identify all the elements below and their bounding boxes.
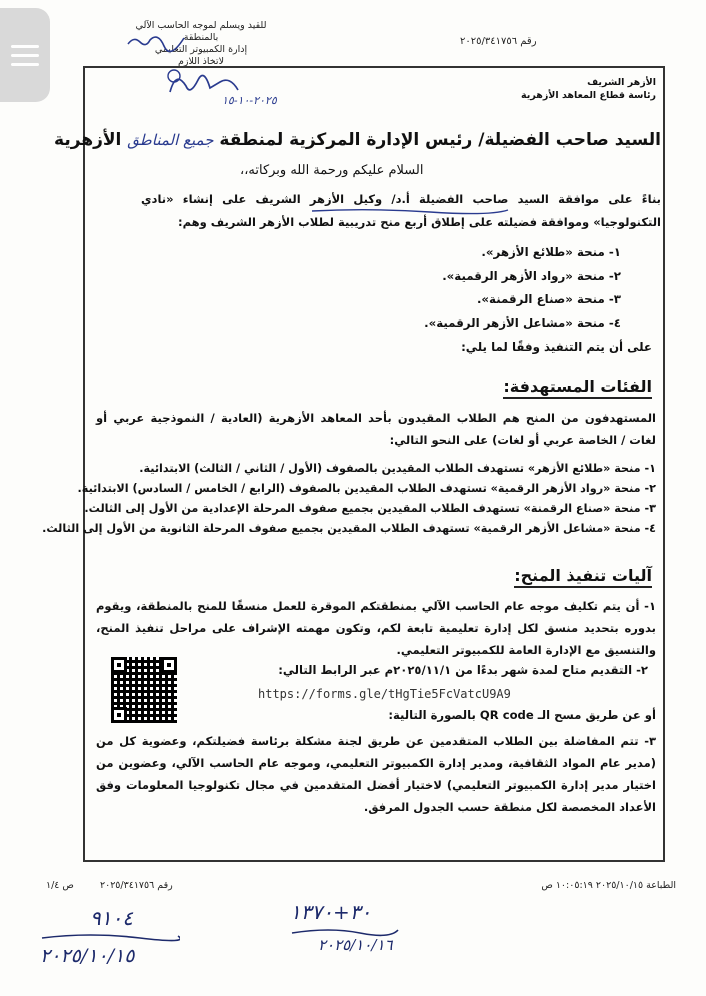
qr-instruction: أو عن طريق مسح الـ QR code بالصورة التالية:	[388, 708, 656, 722]
list-item: ٣- منحة «صناع الرقمنة» تستهدف الطلاب المقيدين بجميع صفوف المرحلة الإعدادية من الأول إلى الثالث.	[84, 502, 656, 515]
handwritten-date-right: ٢٠٢٥/١٠/١٦	[318, 936, 393, 954]
handwritten-check-icon	[124, 22, 194, 62]
implementation-intro: على أن يتم التنفيذ وفقًا لما يلي:	[461, 340, 652, 354]
routing-line: للقيد ويسلم لموجه الحاسب الآلي بالمنطقة	[135, 20, 267, 43]
targets-description: المستهدفون من المنح هم الطلاب المقيدون بأحد المعاهد الأزهرية (العادية / النموذجية عربي أو لغات / الخاصة عربي أو لغات) على النحو التالي:	[96, 411, 656, 447]
handwritten-number-left: ٩١٠٤	[90, 906, 133, 930]
handwritten-underline	[310, 207, 510, 215]
mechanisms-title: آليات تنفيذ المنح:	[514, 566, 652, 588]
org-line: الأزهر الشريف	[587, 77, 656, 88]
handwritten-line	[40, 930, 180, 946]
list-item: ٤- منحة «مشاعل الأزهر الرقمية» تستهدف الطلاب المقيدين بجميع صفوف المرحلة الثانوية من الأول إلى الثالث.	[42, 522, 656, 535]
handwritten-number-right: ٣٠+١٣٧٠	[290, 900, 372, 924]
handwritten-date: ٢٠٢٥-١٠-١٥	[222, 94, 277, 107]
handwritten-date-left: ٢٠٢٥/١٠/١٥	[40, 945, 135, 967]
list-item: ٢- منحة «رواد الأزهر الرقمية» تستهدف الطلاب المقيدين بالصفوف (الرابع / الخامس / السادس) الابتدائية.	[77, 482, 656, 495]
targets-list	[42, 459, 656, 539]
footer-ref-number: رقم ٢٠٢٥/٣٤١٧٥٦	[100, 880, 173, 891]
org-header	[521, 76, 656, 102]
routing-line: لاتخاذ اللازم	[177, 56, 224, 67]
list-item: ١- منحة «طلائع الأزهر».	[481, 245, 621, 259]
addressee-line	[54, 130, 661, 150]
mechanism-2: ٢- التقديم متاح لمدة شهر بدءًا من ٢٠٢٥/١١/١م عبر الرابط التالي:	[278, 663, 648, 677]
greeting: السلام عليكم ورحمة الله وبركاته،،	[240, 163, 424, 178]
list-item: ٢- منحة «رواد الأزهر الرقمية».	[442, 268, 621, 283]
qr-code[interactable]	[111, 657, 177, 723]
form-link[interactable]: https://forms.gle/tHgTie5FcVatcU9A9	[258, 687, 511, 701]
list-item: ٤- منحة «مشاعل الأزهر الرقمية».	[424, 315, 621, 330]
list-item: ٣- منحة «صناع الرقمنة».	[476, 292, 621, 306]
addressee-end: الأزهرية	[54, 130, 122, 150]
hamburger-icon	[11, 39, 39, 72]
intro-paragraph: بناءً على موافقة السيد صاحب الفضيلة أ.د/ وكيل الأزهر الشريف على إنشاء «نادي التكنولوجيا» وموافقة فضيلته على إطلاق أربع منح تدريبية لطلاب الأزهر الشريف وهم:	[141, 192, 661, 229]
mechanism-3: ٣- تتم المفاضلة بين الطلاب المتقدمين عن طريق لجنة مشكلة برئاسة فضيلتكم، وعضوية كل من (مدير عام المواد الثقافية، ومدير إدارة الكمبيوتر التعليمي، وموجه عام الحاسب الآلي، وعضوين من اختيار مدير إدارة الكمبيوتر التعليمي) لاختيار أفضل المتقدمين في مجال تكنولوجيا المعلومات وفق الأعداد المخصصة لكل منطقة حسب الجدول المرفق.	[96, 734, 656, 814]
list-item: ١- منحة «طلائع الأزهر» تستهدف الطلاب المقيدين بالصفوف (الأول / الثاني / الثالث) الابتدائية.	[139, 462, 656, 475]
mechanism-1: ١- أن يتم تكليف موجه عام الحاسب الآلي بمنطقتكم الموقرة للعمل منسقًا للمنح بالمنطقة، ويقوم بدوره بتحديد منسق لكل إدارة تعليمية تابعة لكم، وتكون مهمته الإشراف على مراحل تنفيذ المنح، والتنسيق مع الإدارة العامة للكمبيوتر التعليمي.	[96, 599, 656, 657]
page-number: ص ١/٤	[46, 880, 74, 891]
menu-button[interactable]	[0, 8, 50, 102]
addressee-handwritten: جميع المناطق	[127, 131, 214, 149]
print-date: الطباعة ٢٠٢٥/١٠/١٥ ١٠:٠٥:١٩ ص	[541, 880, 676, 891]
top-ref-number: رقم ٢٠٢٥/٣٤١٧٥٦	[460, 36, 537, 47]
routing-line: إدارة الكمبيوتر التعليمي	[154, 44, 248, 55]
addressee-text: السيد صاحب الفضيلة/ رئيس الإدارة المركزية لمنطقة	[219, 130, 661, 150]
targets-title: الفئات المستهدفة:	[503, 377, 652, 399]
grants-list	[424, 241, 621, 335]
org-line: رئاسة قطاع المعاهد الأزهرية	[521, 90, 656, 101]
